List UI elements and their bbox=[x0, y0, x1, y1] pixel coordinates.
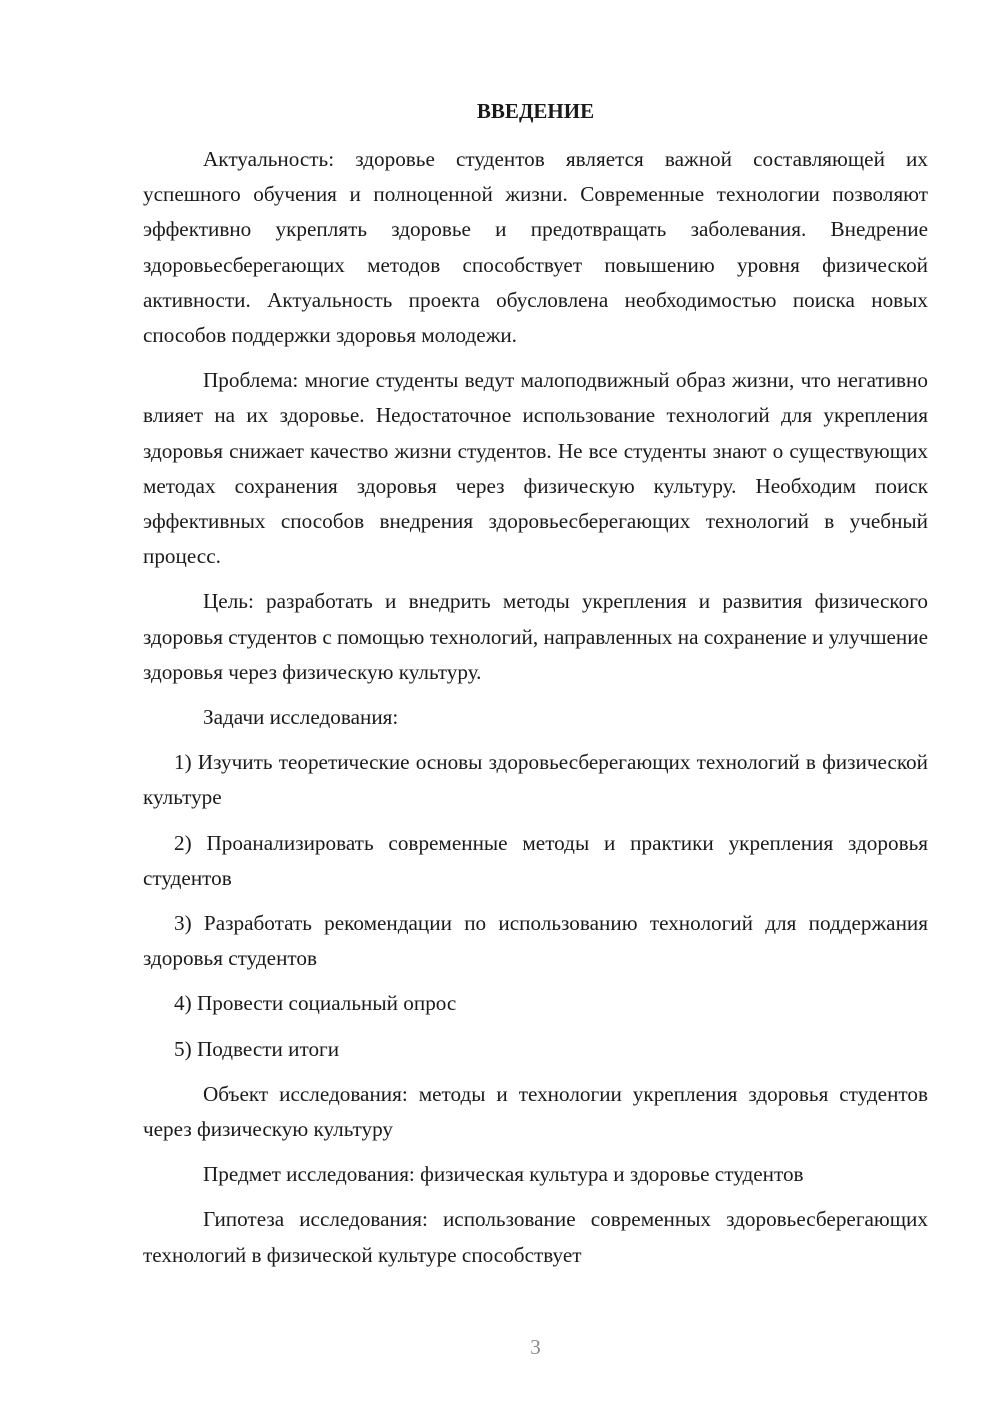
document-body bbox=[143, 142, 928, 1273]
goal-paragraph: Цель: разработать и внедрить методы укрепления и развития физического здоровья студентов с помощью технологий, направленных на сохранение и улучшение здоровья через физическую культуру. bbox=[143, 589, 928, 684]
problem-paragraph: Проблема: многие студенты ведут малоподвижный образ жизни, что негативно влияет на их здоровье. Недостаточное использование технологий для укрепления здоровья снижает качество жизни студентов. Не все студенты знают о существующих методах сохранения здоровья через физическую культуру. Необходим поиск эффективных способов внедрения здоровьесберегающих технологий в учебный процесс. bbox=[143, 368, 928, 569]
task-item: 4) Провести социальный опрос bbox=[174, 991, 457, 1016]
relevance-paragraph: Актуальность: здоровье студентов является важной составляющей их успешного обучения и полноценной жизни. Современные технологии позволяют эффективно укреплять здоровье и предотвращать заболевания. Внедрение здоровьесберегающих методов способствует повышению уровня физической активности. Актуальность проекта обусловлена необходимостью поиска новых способов поддержки здоровья молодежи. bbox=[143, 147, 928, 348]
tasks-heading: Задачи исследования: bbox=[203, 705, 399, 730]
task-item: 5) Подвести итоги bbox=[174, 1036, 340, 1061]
object-paragraph: Объект исследования: методы и технологии укрепления здоровья студентов через физическую культуру bbox=[143, 1081, 928, 1142]
task-item: 2) Проанализировать современные методы и практики укрепления здоровья студентов bbox=[143, 830, 928, 890]
page-title: ВВЕДЕНИЕ bbox=[476, 99, 595, 123]
document-page bbox=[143, 0, 928, 1414]
page-number: 3 bbox=[530, 1335, 541, 1359]
task-item: 1) Изучить теоретические основы здоровьесберегающих технологий в физической культуре bbox=[143, 750, 928, 810]
subject-paragraph: Предмет исследования: физическая культура и здоровье студентов bbox=[203, 1162, 804, 1187]
task-item: 3) Разработать рекомендации по использованию технологий для поддержания здоровья студентов bbox=[143, 911, 928, 971]
hypothesis-paragraph: Гипотеза исследования: использование современных здоровьесберегающих технологий в физической культуре способствует bbox=[143, 1207, 928, 1267]
